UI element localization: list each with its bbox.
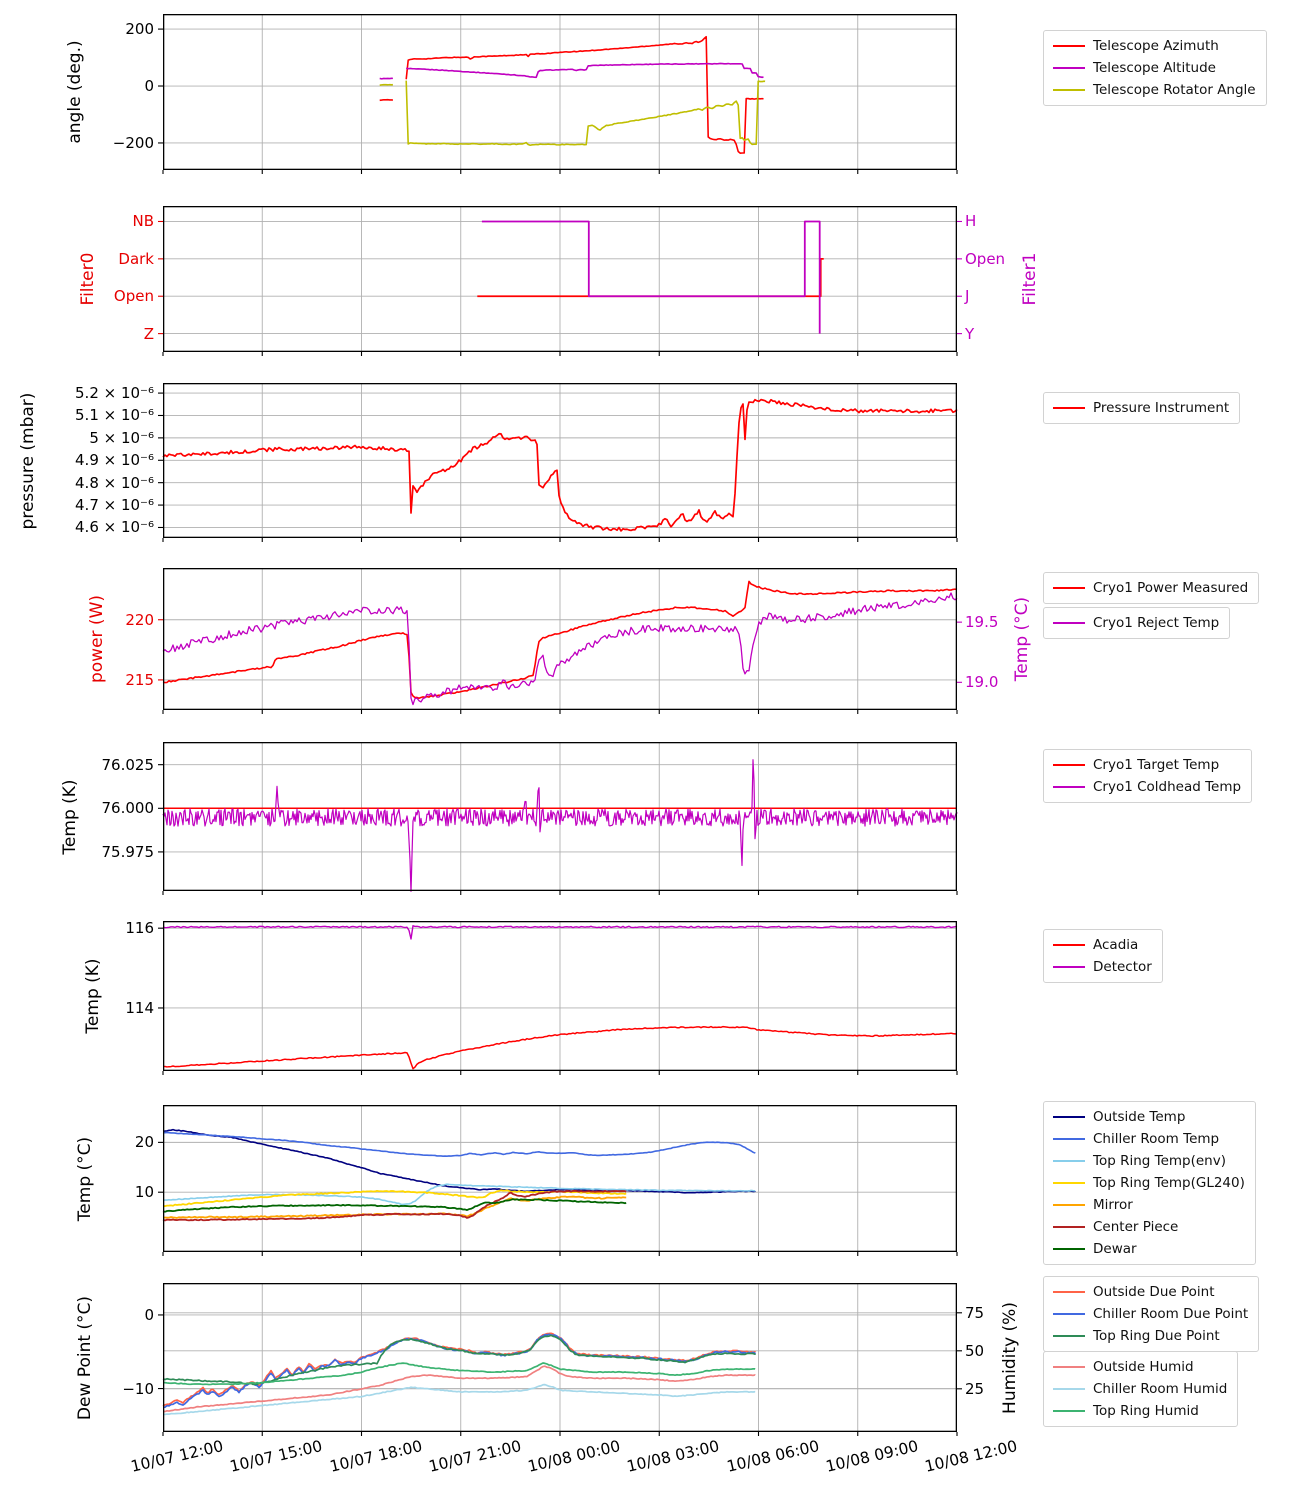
legend-entry-top-ring-temp-gl240 — [1053, 1172, 1245, 1194]
legend-entry-top-ring-humid — [1053, 1400, 1227, 1422]
panel-dew-humidity — [163, 1283, 957, 1432]
y-axis-label-detector-temp: Temp (K) — [83, 958, 103, 1034]
y-tick-label-detector-temp: 116 — [125, 919, 154, 938]
y-tick-label-right-dew-humidity: 25 — [965, 1379, 985, 1398]
legend-entry-chiller-room-due-point — [1053, 1303, 1248, 1325]
legend-line-swatch — [1053, 1116, 1085, 1119]
series-line-filter1 — [482, 221, 820, 333]
legend-angle-0 — [1043, 30, 1267, 106]
legend-entry-cryo1-coldhead-temp — [1053, 776, 1241, 798]
legend-env-temp-0 — [1043, 1101, 1256, 1265]
legend-label: Top Ring Temp(env) — [1093, 1153, 1226, 1169]
legend-label: Cryo1 Coldhead Temp — [1093, 779, 1242, 795]
y-tick-label-filters: NB — [132, 212, 154, 231]
legend-line-swatch — [1053, 45, 1085, 48]
legend-line-swatch — [1053, 1204, 1085, 1207]
y-tick-label-right-dew-humidity: 75 — [965, 1303, 985, 1322]
panel-filters — [163, 206, 957, 352]
y-tick-label-filters: Z — [143, 324, 154, 343]
panel-filters-canvas — [163, 206, 957, 352]
x-tick-label: 10/08 06:00 — [724, 1437, 821, 1476]
y-tick-label-filters: Dark — [118, 249, 154, 268]
legend-pressure-0 — [1043, 392, 1240, 424]
legend-entry-outside-due-point — [1053, 1281, 1248, 1303]
legend-line-swatch — [1053, 407, 1085, 410]
y-tick-label-env-temp: 20 — [134, 1133, 154, 1152]
panel-detector-temp-canvas — [163, 921, 957, 1071]
legend-label: Telescope Azimuth — [1093, 38, 1219, 54]
y-tick-label-env-temp: 10 — [134, 1183, 154, 1202]
legend-entry-telescope-azimuth — [1053, 35, 1256, 57]
legend-entry-cryo1-reject-temp — [1053, 612, 1219, 634]
x-tick-label: 10/08 12:00 — [923, 1437, 1020, 1476]
legend-line-swatch — [1053, 587, 1085, 590]
y-axis-label-dew-humidity: Dew Point (°C) — [75, 1295, 95, 1420]
legend-dew-humidity-0 — [1043, 1276, 1259, 1352]
panel-dew-humidity-canvas — [163, 1283, 957, 1432]
panel-angle-canvas — [163, 14, 957, 170]
legend-entry-center-piece — [1053, 1216, 1245, 1238]
x-tick-label: 10/08 00:00 — [526, 1437, 623, 1476]
y-tick-label-pressure: 4.6 × 10⁻⁶ — [75, 518, 154, 537]
legend-label: Telescope Rotator Angle — [1093, 82, 1256, 98]
series-line-chiller-room-temp — [163, 1133, 755, 1157]
legend-line-swatch — [1053, 1366, 1085, 1369]
legend-entry-dewar — [1053, 1238, 1245, 1260]
panel-cryo-power — [163, 568, 957, 710]
y-tick-label-angle: −200 — [112, 133, 154, 152]
legend-entry-acadia — [1053, 934, 1152, 956]
legend-line-swatch — [1053, 1138, 1085, 1141]
legend-entry-chiller-room-temp — [1053, 1128, 1245, 1150]
legend-label: Detector — [1093, 959, 1152, 975]
y-tick-label-filters: Open — [113, 287, 154, 306]
y-tick-label-right-filters: H — [965, 212, 977, 231]
y-tick-label-cryo-power: 215 — [125, 670, 154, 689]
x-tick-label: 10/07 12:00 — [129, 1437, 226, 1476]
legend-line-swatch — [1053, 966, 1085, 969]
legend-line-swatch — [1053, 1410, 1085, 1413]
series-line-outside-temp — [163, 1130, 755, 1193]
legend-line-swatch — [1053, 786, 1085, 789]
y-tick-label-pressure: 5 × 10⁻⁶ — [89, 428, 154, 447]
legend-entry-cryo1-power-measured — [1053, 577, 1248, 599]
legend-label: Chiller Room Due Point — [1093, 1306, 1249, 1322]
y-axis-label-right-cryo-power: Temp (°C) — [1012, 596, 1032, 682]
legend-entry-telescope-altitude — [1053, 57, 1256, 79]
legend-label: Chiller Room Humid — [1093, 1381, 1228, 1397]
legend-line-swatch — [1053, 622, 1085, 625]
y-tick-label-dew-humidity: −10 — [122, 1379, 154, 1398]
series-line-telescope-altitude — [380, 63, 764, 78]
y-tick-label-right-cryo-power: 19.0 — [965, 673, 999, 692]
legend-line-swatch — [1053, 1388, 1085, 1391]
legend-detector-temp-0 — [1043, 929, 1163, 983]
y-tick-label-angle: 0 — [144, 77, 154, 96]
legend-line-swatch — [1053, 89, 1085, 92]
legend-cryo-power-0 — [1043, 572, 1259, 604]
legend-dew-humidity-1 — [1043, 1351, 1238, 1427]
y-tick-label-detector-temp: 114 — [125, 998, 154, 1017]
legend-label: Pressure Instrument — [1093, 400, 1230, 416]
legend-entry-outside-humid — [1053, 1356, 1227, 1378]
legend-line-swatch — [1053, 944, 1085, 947]
legend-label: Outside Temp — [1093, 1109, 1186, 1125]
y-axis-label-cryo-temp: Temp (K) — [60, 778, 80, 855]
panel-pressure — [163, 383, 957, 538]
legend-line-swatch — [1053, 1335, 1085, 1338]
legend-label: Cryo1 Reject Temp — [1093, 615, 1220, 631]
legend-label: Cryo1 Power Measured — [1093, 580, 1249, 596]
legend-label: Top Ring Humid — [1093, 1403, 1199, 1419]
legend-entry-outside-temp — [1053, 1106, 1245, 1128]
legend-label: Cryo1 Target Temp — [1093, 757, 1220, 773]
x-tick-label: 10/07 18:00 — [327, 1437, 424, 1476]
y-axis-label-filters: Filter0 — [78, 252, 98, 306]
x-tick-label: 10/08 09:00 — [823, 1437, 920, 1476]
legend-label: Top Ring Temp(GL240) — [1093, 1175, 1245, 1191]
legend-label: Telescope Altitude — [1093, 60, 1216, 76]
panel-cryo-power-canvas — [163, 568, 957, 710]
legend-entry-chiller-room-humid — [1053, 1378, 1227, 1400]
y-tick-label-cryo-temp: 76.025 — [101, 755, 154, 774]
legend-entry-cryo1-target-temp — [1053, 754, 1241, 776]
y-axis-label-right-filters: Filter1 — [1020, 252, 1040, 306]
legend-line-swatch — [1053, 764, 1085, 767]
panel-detector-temp — [163, 921, 957, 1071]
y-tick-label-pressure: 4.9 × 10⁻⁶ — [75, 451, 154, 470]
panel-env-temp-canvas — [163, 1105, 957, 1252]
series-line-telescope-azimuth — [380, 37, 764, 153]
y-tick-label-cryo-power: 220 — [125, 610, 154, 629]
x-tick-label: 10/08 03:00 — [625, 1437, 722, 1476]
legend-line-swatch — [1053, 1313, 1085, 1316]
y-tick-label-cryo-temp: 75.975 — [101, 842, 154, 861]
y-axis-label-right-dew-humidity: Humidity (%) — [1000, 1301, 1020, 1414]
y-tick-label-cryo-temp: 76.000 — [101, 799, 154, 818]
y-axis-label-angle: angle (deg.) — [65, 40, 85, 144]
y-tick-label-right-filters: J — [965, 287, 970, 306]
x-tick-label: 10/07 21:00 — [426, 1437, 523, 1476]
y-tick-label-pressure: 5.2 × 10⁻⁶ — [75, 384, 154, 403]
y-tick-label-right-dew-humidity: 50 — [965, 1341, 985, 1360]
legend-entry-detector — [1053, 956, 1152, 978]
legend-entry-pressure-instrument — [1053, 397, 1229, 419]
panel-cryo-temp — [163, 742, 957, 891]
legend-cryo-power-1 — [1043, 607, 1230, 639]
legend-line-swatch — [1053, 1291, 1085, 1294]
legend-label: Chiller Room Temp — [1093, 1131, 1220, 1147]
legend-label: Outside Humid — [1093, 1359, 1194, 1375]
y-tick-label-dew-humidity: 0 — [144, 1305, 154, 1324]
legend-entry-top-ring-temp-env — [1053, 1150, 1245, 1172]
y-tick-label-pressure: 4.8 × 10⁻⁶ — [75, 473, 154, 492]
legend-cryo-temp-0 — [1043, 749, 1252, 803]
legend-line-swatch — [1053, 67, 1085, 70]
panel-env-temp — [163, 1105, 957, 1252]
y-tick-label-right-filters: Open — [965, 249, 1006, 268]
panel-angle — [163, 14, 957, 170]
legend-entry-top-ring-due-point — [1053, 1325, 1248, 1347]
y-axis-label-env-temp: Temp (°C) — [75, 1136, 95, 1221]
legend-label: Outside Due Point — [1093, 1284, 1215, 1300]
legend-line-swatch — [1053, 1160, 1085, 1163]
y-tick-label-right-filters: Y — [965, 324, 975, 343]
legend-line-swatch — [1053, 1182, 1085, 1185]
series-line-dewar — [163, 1199, 626, 1212]
y-axis-label-pressure: pressure (mbar) — [18, 392, 38, 529]
y-tick-label-angle: 200 — [125, 20, 154, 39]
y-tick-label-pressure: 4.7 × 10⁻⁶ — [75, 496, 154, 515]
legend-label: Top Ring Due Point — [1093, 1328, 1220, 1344]
legend-entry-mirror — [1053, 1194, 1245, 1216]
series-line-filter0 — [477, 259, 823, 296]
legend-label: Center Piece — [1093, 1219, 1179, 1235]
panel-cryo-temp-canvas — [163, 742, 957, 891]
legend-line-swatch — [1053, 1248, 1085, 1251]
legend-entry-telescope-rotator-angle — [1053, 79, 1256, 101]
legend-line-swatch — [1053, 1226, 1085, 1229]
legend-label: Dewar — [1093, 1241, 1137, 1257]
x-tick-label: 10/07 15:00 — [228, 1437, 325, 1476]
legend-label: Acadia — [1093, 937, 1139, 953]
y-tick-label-right-cryo-power: 19.5 — [965, 613, 999, 632]
y-axis-label-cryo-power: power (W) — [87, 594, 107, 684]
panel-pressure-canvas — [163, 383, 957, 538]
legend-label: Mirror — [1093, 1197, 1133, 1213]
y-tick-label-pressure: 5.1 × 10⁻⁶ — [75, 406, 154, 425]
